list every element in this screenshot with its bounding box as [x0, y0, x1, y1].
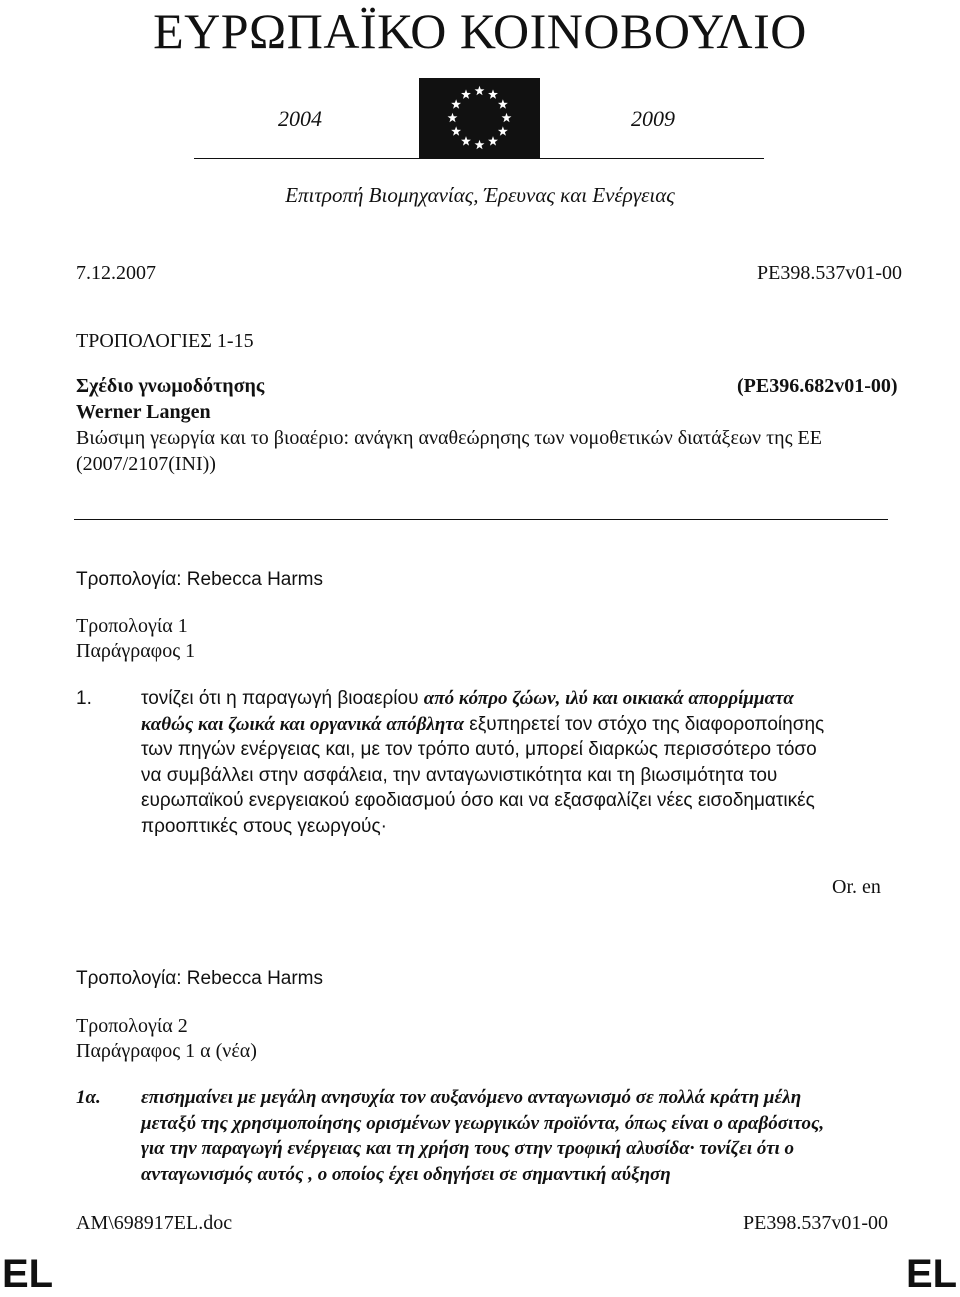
star-icon — [502, 113, 512, 122]
star-icon — [451, 126, 461, 135]
star-icon — [488, 89, 498, 98]
star-icon — [451, 99, 461, 108]
procedure-number: (2007/2107(INI)) — [76, 453, 216, 475]
amendment-1-body — [76, 686, 876, 846]
footer-language-left: EL — [2, 1252, 54, 1296]
section-divider — [74, 519, 888, 520]
amendment-2-body — [76, 1085, 876, 1195]
star-icon — [488, 136, 498, 145]
amendment-1-text-end: εξυπηρετεί τον στόχο της διαφοροποίησης των πηγών ενέργειας και, με τον τρόπο αυτό, μπορεί διαρκώς περισσότερο τόσο να συμβάλλει στην ασφάλεια, την ανταγωνιστικότητα και τη βιωσιμότητα του ευρωπαϊκού ενεργειακού εφοδιασμού όσο και να εξασφαλίζει νέες εισοδηματικές προοπτικές στους γεωργούς· — [141, 713, 825, 837]
star-icon — [461, 89, 471, 98]
star-icon — [475, 140, 485, 149]
star-icon — [498, 126, 508, 135]
draft-opinion-ref: (PE396.682v01-00) — [737, 375, 898, 397]
rapporteur: Werner Langen — [76, 401, 211, 423]
footer-doc-file: AM\698917EL.doc — [76, 1212, 233, 1234]
amendment-1-label: Τροπολογία 1 — [76, 615, 188, 637]
opinion-subject: Βιώσιμη γεωργία και το βιοαέριο: ανάγκη αναθεώρησης των νομοθετικών διατάξεων της ΕΕ — [76, 427, 822, 449]
document-ref: PE398.537v01-00 — [757, 262, 902, 284]
amendment-2-number: 1α. — [76, 1087, 101, 1108]
committee-name: Επιτροπή Βιομηχανίας, Έρευνας και Ενέργειας — [285, 183, 675, 207]
amendment-1-tabled-by: Τροπολογία: Rebecca Harms — [76, 569, 324, 590]
footer-ref: PE398.537v01-00 — [743, 1212, 888, 1234]
amendment-1-original-language: Or. en — [832, 876, 881, 898]
star-icon — [498, 99, 508, 108]
star-icon — [461, 136, 471, 145]
header-divider — [194, 158, 764, 159]
term-start-year: 2004 — [278, 106, 322, 131]
star-icon — [475, 86, 485, 95]
draft-opinion-label: Σχέδιο γνωμοδότησης — [76, 375, 265, 397]
amendment-2-tabled-by: Τροπολογία: Rebecca Harms — [76, 968, 324, 989]
amendments-heading: ΤΡΟΠΟΛΟΓΙΕΣ 1-15 — [76, 330, 254, 352]
footer-language-right: EL — [906, 1252, 958, 1296]
amendment-2-text: επισημαίνει με μεγάλη ανησυχία τον αυξανόμενο ανταγωνισμό σε πολλά κράτη μέλη μεταξύ της χρησιμοποίησης ορισμένων γεωργικών προϊόντα, όπως είναι ο αραβόσιτος, για την παραγωγή ενέργειας και τη χρήση τους στην τροφική αλυσίδα· τονίζει ότι ο ανταγωνισμός αυτός , ο οποίος έχει οδηγήσει σε σημαντική αύξηση — [141, 1087, 825, 1185]
eu-flag-icon — [419, 78, 540, 158]
amendment-1-text — [141, 686, 841, 839]
star-icon — [448, 113, 458, 122]
document-date: 7.12.2007 — [76, 262, 156, 284]
amendment-1-text-start: τονίζει ότι η παραγωγή βιοαερίου — [141, 688, 424, 709]
amendment-2-paragraph: Παράγραφος 1 α (νέα) — [76, 1040, 257, 1062]
term-end-year: 2009 — [631, 106, 675, 131]
parliament-title: ΕΥΡΩΠΑΪΚΟ ΚΟΙΝΟΒΟΥΛΙΟ — [153, 3, 807, 59]
amendment-1-number: 1. — [76, 688, 92, 709]
amendment-1-paragraph: Παράγραφος 1 — [76, 640, 196, 662]
amendment-1-text-emphasis: από κόπρο ζώων, ιλύ και οικιακά απορρίμματα καθώς και ζωικά και οργανικά απόβλητα — [141, 688, 794, 735]
amendment-2-label: Τροπολογία 2 — [76, 1015, 188, 1037]
